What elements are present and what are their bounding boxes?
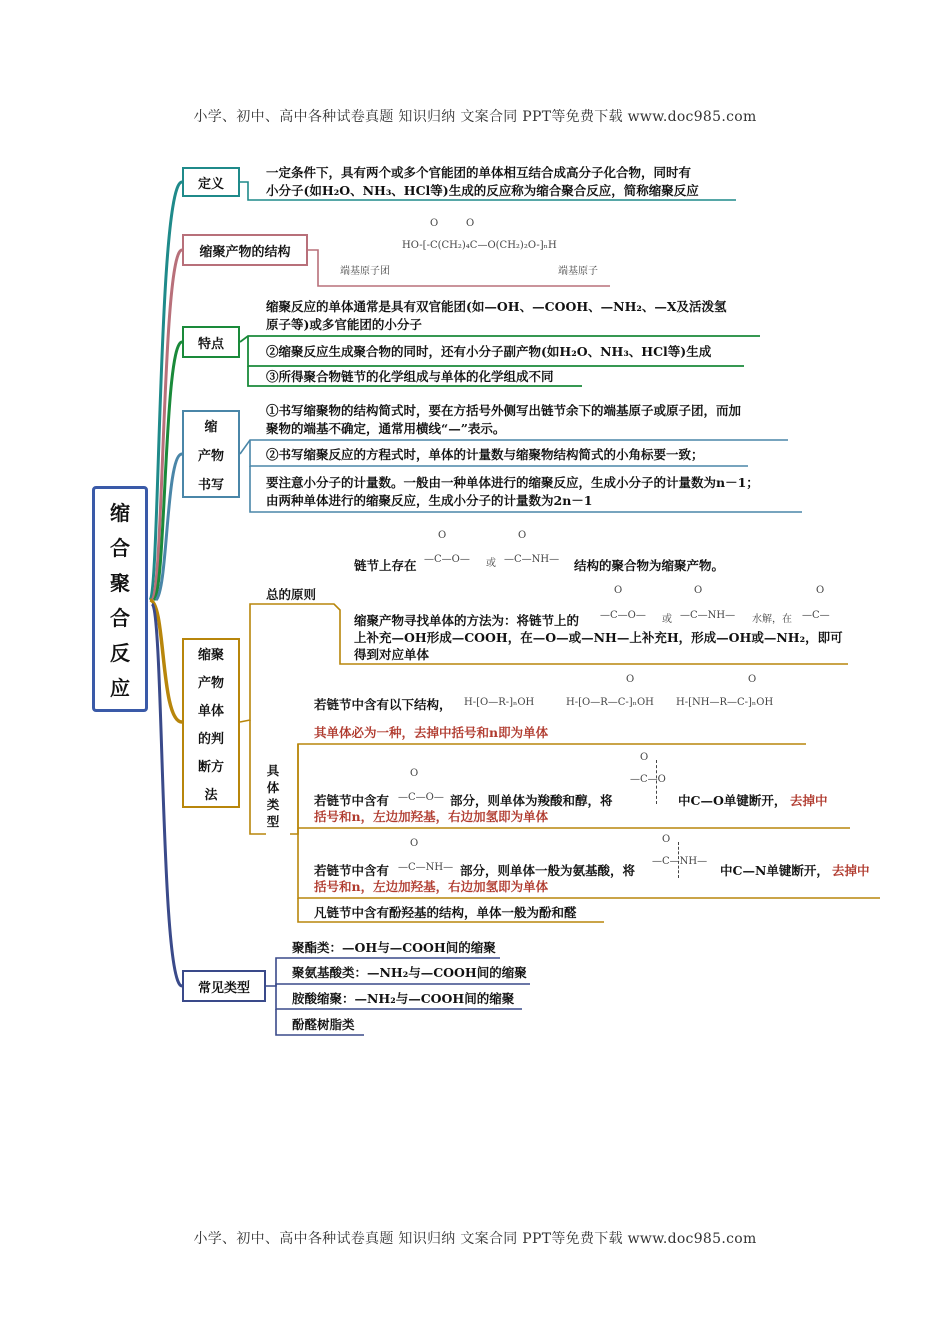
principle-line2: 上补充—OH形成—COOH，在—O—或—NH—上补充H，形成—OH或—NH₂，即可	[354, 630, 843, 645]
amide-formula: —C—NH—	[398, 862, 454, 873]
case1-red: 其单体必为一种，去掉中括号和n即为单体	[314, 725, 549, 740]
root-char: 反	[110, 641, 130, 665]
carbonyl-o: O	[640, 752, 649, 763]
break-line	[656, 760, 657, 804]
types-label-char: 体	[266, 780, 280, 795]
root-char: 合	[110, 536, 130, 560]
root-char: 合	[110, 606, 130, 630]
case2-mid: 部分，则单体为羧酸和醇，将	[450, 793, 613, 808]
judge-label-part: 的判	[197, 731, 224, 747]
types-label	[262, 762, 284, 830]
types-label-char: 型	[266, 814, 280, 829]
ester-formula: —C—O—	[398, 792, 444, 803]
judge-intro-suffix: 结构的聚合物为缩聚产物。	[574, 558, 725, 573]
judge-node	[182, 638, 240, 808]
structure-node: 缩聚产物的结构	[182, 234, 308, 266]
common-item: 聚酯类：—OH与—COOH间的缩聚	[292, 940, 496, 955]
principle-line1: 缩聚产物寻找单体的方法为：将链节上的	[354, 613, 580, 628]
carbonyl-o: O	[816, 585, 825, 596]
carbonyl-o: O	[410, 768, 419, 779]
case3-prefix: 若链节中含有	[314, 863, 390, 878]
case1-formula2: H-[O—R—C-]ₙOH	[566, 697, 654, 708]
root-node	[92, 486, 148, 712]
carbonyl-o: O	[694, 585, 703, 596]
root-char: 缩	[110, 501, 130, 525]
carbonyl-o: O	[438, 530, 447, 541]
writing-item3-line2: 由两种单体进行的缩聚反应，生成小分子的计量数为2n－1	[266, 493, 593, 508]
structure-formula: HO-[-C(CH₂)₄C—O(CH₂)₂O-]ₙH	[402, 240, 557, 251]
types-label-char: 类	[266, 797, 280, 812]
definition-line2: 小分子(如H₂O、NH₃、HCl等)生成的反应称为缩合聚合反应，简称缩聚反应	[266, 183, 699, 198]
root-char: 应	[110, 676, 130, 700]
or-word: 或	[486, 558, 496, 569]
judge-label-part: 法	[204, 787, 218, 803]
page-header: 小学、初中、高中各种试卷真题 知识归纳 文案合同 PPT等免费下载 www.doc985.com	[193, 109, 757, 125]
principle-label: 总的原则	[266, 587, 317, 602]
features-item2: ②缩聚反应生成聚合物的同时，还有小分子副产物(如H₂O、NH₃、HCl等)生成	[266, 344, 712, 359]
case3-red1: 去掉中	[832, 863, 870, 878]
hydrolysis-word: 水解，在	[752, 614, 792, 625]
case3-mid: 部分，则单体一般为氨基酸，将	[460, 863, 636, 878]
case3-tail: 中C—N单键断开，	[720, 863, 829, 878]
judge-label-part: 断方	[197, 759, 224, 775]
carbonyl-o: O	[466, 218, 475, 229]
amide-formula: —C—NH—	[504, 554, 560, 565]
carbonyl-o: O	[410, 838, 419, 849]
common-node: 常见类型	[182, 970, 266, 1002]
case2-red1: 去掉中	[790, 793, 828, 808]
judge-label-part: 单体	[197, 703, 224, 719]
features-item3: ③所得聚合物链节的化学组成与单体的化学组成不同	[266, 369, 554, 384]
end-atom-label: 端基原子	[558, 266, 598, 277]
judge-label-part: 产物	[197, 675, 224, 691]
judge-intro-prefix: 链节上存在	[354, 558, 417, 573]
or-word: 或	[662, 614, 672, 625]
principle-line3: 得到对应单体	[354, 647, 430, 662]
carbonyl-o: O	[430, 218, 439, 229]
writing-label-part: 书写	[197, 477, 224, 493]
case1-prefix: 若链节中含有以下结构，	[314, 697, 452, 712]
ester-formula: —C—O—	[424, 554, 470, 565]
writing-label-part: 产物	[197, 448, 224, 464]
carbonyl-o: O	[748, 674, 757, 685]
case1-formula3: H-[NH—R—C-]ₙOH	[676, 697, 774, 708]
writing-item3-line1: 要注意小分子的计量数。一般由一种单体进行的缩聚反应，生成小分子的计量数为n－1；	[266, 475, 759, 490]
types-label-char: 具	[266, 763, 280, 778]
case2-red2: 括号和n，左边加羟基，右边加氢即为单体	[314, 809, 549, 824]
common-item: 胺酸缩聚：—NH₂与—COOH间的缩聚	[292, 991, 515, 1006]
writing-node	[182, 410, 240, 498]
definition-node: 定义	[182, 167, 240, 197]
carbonyl-o: O	[518, 530, 527, 541]
judge-label-part: 缩聚	[197, 647, 224, 663]
features-node: 特点	[182, 326, 240, 358]
break-line	[678, 842, 679, 878]
page-footer: 小学、初中、高中各种试卷真题 知识归纳 文案合同 PPT等免费下载 www.doc985.com	[193, 1231, 757, 1247]
writing-item2: ②书写缩聚反应的方程式时，单体的计量数与缩聚物结构简式的小角标要一致；	[266, 447, 704, 462]
case2-tail: 中C—O单键断开，	[678, 793, 787, 808]
common-item: 聚氨基酸类：—NH₂与—COOH间的缩聚	[292, 965, 527, 980]
case4: 凡链节中含有酚羟基的结构，单体一般为酚和醛	[314, 905, 577, 920]
case3-red2: 括号和n，左边加羟基，右边加氢即为单体	[314, 879, 549, 894]
carbonyl-o: O	[626, 674, 635, 685]
writing-item1-line1: ①书写缩聚物的结构简式时，要在方括号外侧写出链节余下的端基原子或原子团，而加	[266, 403, 742, 418]
ester-break-formula: —C—O	[630, 774, 666, 785]
amide-formula: —C—NH—	[680, 610, 736, 621]
common-item: 酚醛树脂类	[292, 1017, 355, 1032]
amide-break-formula: —C—NH—	[652, 856, 708, 867]
root-char: 聚	[110, 571, 130, 595]
features-item1-line1: 缩聚反应的单体通常是具有双官能团(如—OH、—COOH、—NH₂、—X及活泼氢	[266, 299, 727, 314]
end-group-label: 端基原子团	[340, 266, 390, 277]
carbonyl-o: O	[614, 585, 623, 596]
writing-label-part: 缩	[204, 419, 218, 435]
definition-line1: 一定条件下，具有两个或多个官能团的单体相互结合成高分子化合物，同时有	[266, 165, 692, 180]
writing-item1-line2: 聚物的端基不确定，通常用横线“—”表示。	[266, 421, 506, 436]
case2-prefix: 若链节中含有	[314, 793, 390, 808]
features-item1-line2: 原子等)或多官能团的小分子	[266, 317, 422, 332]
carbonyl-o: O	[662, 834, 671, 845]
ester-formula: —C—O—	[600, 610, 646, 621]
carbonyl-formula: —C—	[802, 610, 830, 621]
case1-formula1: H-[O—R-]ₙOH	[464, 697, 535, 708]
